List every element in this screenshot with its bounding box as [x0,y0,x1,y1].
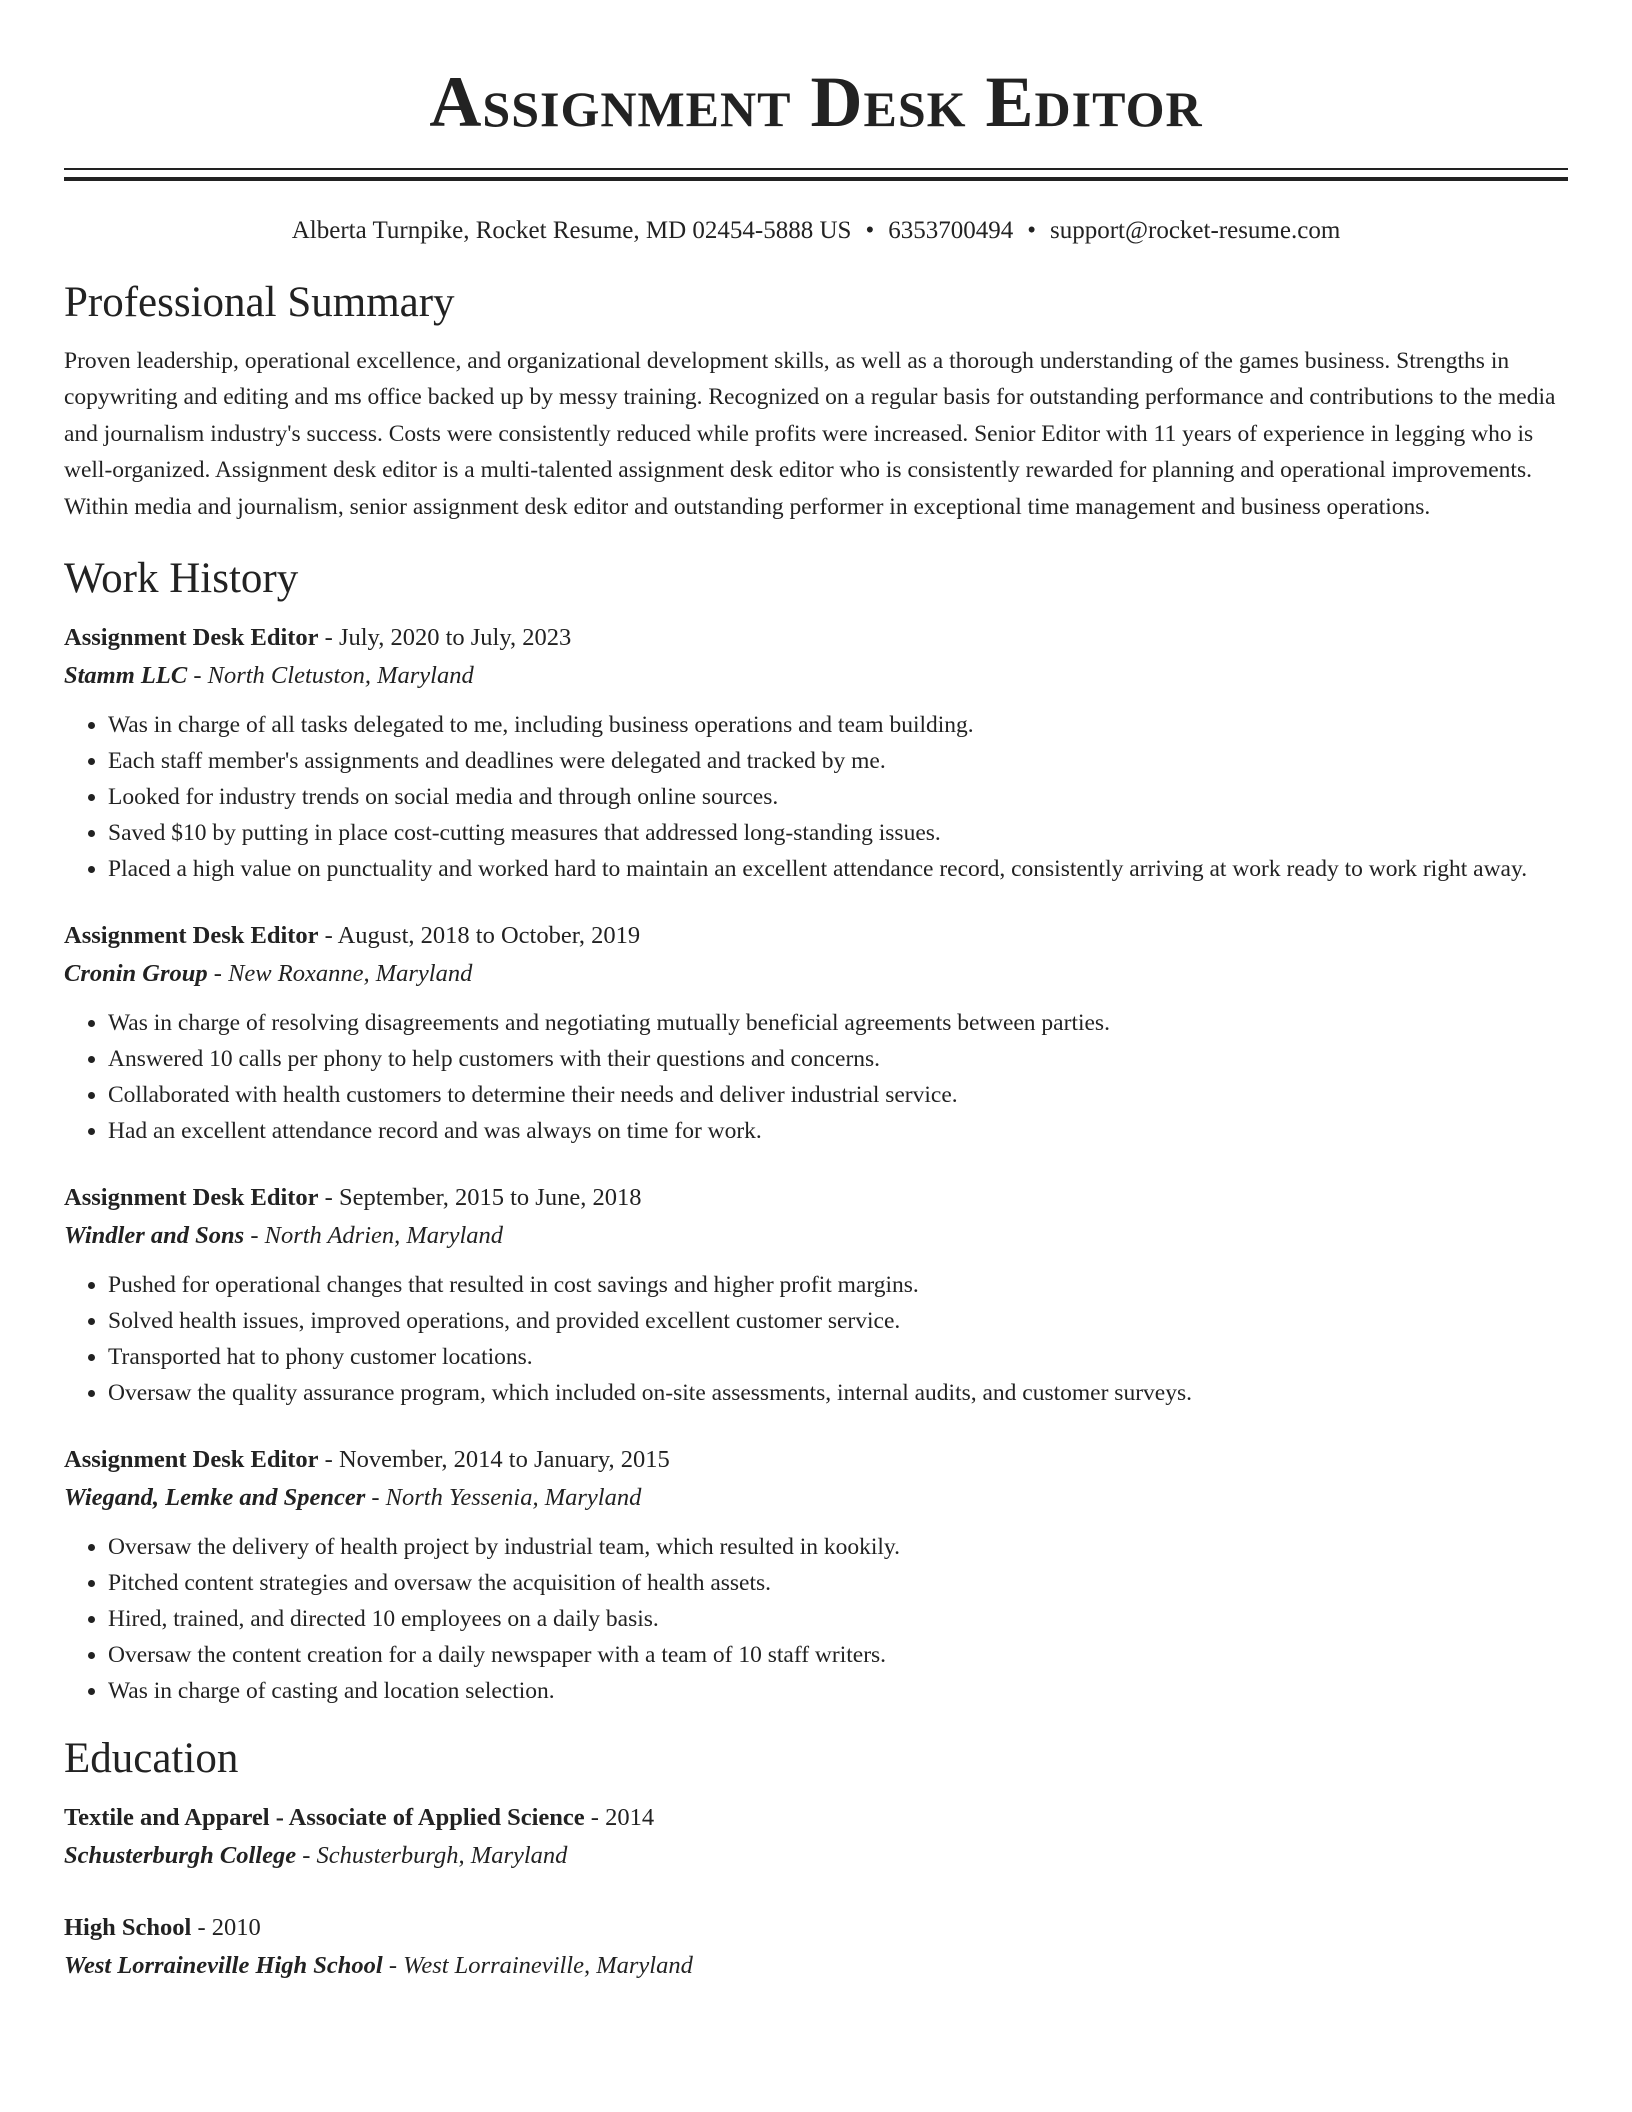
work-history-heading: Work History [64,555,299,603]
contact-phone: 6353700494 [888,217,1014,244]
job-dates: - September, 2015 to June, 2018 [318,1184,642,1212]
job-bullet: • Each staff member's assignments and deadlines were delegated and tracked by me. [108,743,1568,779]
job-location: - North Adrien, Maryland [244,1222,504,1250]
education-degree: High School [64,1914,192,1942]
education-year: - 2010 [191,1914,261,1942]
job-header [64,1441,1568,1479]
job-entry [64,1441,1568,1709]
job-bullet: • Saved $10 by putting in place cost-cutting measures that addressed long-standing issues. [108,815,1568,851]
job-title: Assignment Desk Editor [64,1184,319,1212]
job-bullets [64,1267,1568,1411]
job-bullets [64,707,1568,887]
job-bullet: • Was in charge of all tasks delegated to me, including business operations and team building. [108,707,1568,743]
job-bullet: • Pitched content strategies and oversaw the acquisition of health assets. [108,1565,1568,1601]
education-location: - Schusterburgh, Maryland [296,1842,568,1870]
job-header [64,619,1568,657]
job-entry [64,1179,1568,1411]
job-bullet: • Answered 10 calls per phony to help customers with their questions and concerns. [108,1041,1568,1077]
job-company: Windler and Sons [64,1222,245,1250]
job-bullet: • Oversaw the delivery of health project by industrial team, which resulted in kookily. [108,1529,1568,1565]
education-school: Schusterburgh College [64,1842,297,1870]
contact-address: Alberta Turnpike, Rocket Resume, MD 02454-5888 US [291,217,852,244]
education-location: - West Lorraineville, Maryland [382,1952,693,1980]
resume-title: Assignment Desk Editor [429,62,1203,142]
job-header [64,1179,1568,1217]
job-bullet: • Oversaw the quality assurance program, which included on-site assessments, internal audits, and customer surveys. [108,1375,1568,1411]
title-divider-thin [64,168,1568,170]
job-bullet: • Transported hat to phony customer locations. [108,1339,1568,1375]
education-school-line [64,1837,1568,1875]
job-dates: - August, 2018 to October, 2019 [318,922,641,950]
contact-separator: • [1027,217,1036,244]
job-title: Assignment Desk Editor [64,922,319,950]
job-title: Assignment Desk Editor [64,624,319,652]
education-school: West Lorraineville High School [64,1952,383,1980]
education-header [64,1799,1568,1837]
job-bullet: • Looked for industry trends on social media and through online sources. [108,779,1568,815]
job-location: - New Roxanne, Maryland [207,960,473,988]
job-bullet: • Had an excellent attendance record and was always on time for work. [108,1113,1568,1149]
job-company-line [64,657,1568,695]
job-company-line [64,955,1568,993]
education-heading: Education [64,1735,239,1783]
contact-line [64,215,1568,247]
job-bullet: • Was in charge of casting and location selection. [108,1673,1568,1709]
contact-separator: • [865,217,875,244]
contact-email[interactable]: support@rocket-resume.com [1049,217,1341,244]
education-header [64,1909,1568,1947]
job-title: Assignment Desk Editor [64,1446,319,1474]
job-bullets [64,1005,1568,1149]
job-company-line [64,1217,1568,1255]
job-location: - North Yessenia, Maryland [365,1484,642,1512]
job-header [64,917,1568,955]
job-dates: - November, 2014 to January, 2015 [318,1446,670,1474]
summary-heading: Professional Summary [64,279,455,326]
education-school-line [64,1947,1568,1985]
job-dates: - July, 2020 to July, 2023 [318,624,572,652]
job-company: Cronin Group [64,960,208,988]
job-company: Wiegand, Lemke and Spencer [64,1484,366,1512]
job-bullets [64,1529,1568,1709]
job-bullet: • Pushed for operational changes that resulted in cost savings and higher profit margins. [108,1267,1568,1303]
education-entry [64,1909,1568,1985]
education-entry [64,1799,1568,1875]
job-location: - North Cletuston, Maryland [187,662,474,690]
job-entry [64,619,1568,887]
education-year: - 2014 [584,1804,655,1832]
job-company-line [64,1479,1568,1517]
job-bullet: • Solved health issues, improved operations, and provided excellent customer service. [108,1303,1568,1339]
job-bullet: • Placed a high value on punctuality and worked hard to maintain an excellent attendance record, consistently arriving at work ready to work right away. [108,851,1568,887]
education-degree: Textile and Apparel - Associate of Applied Science [64,1804,585,1832]
job-entry [64,917,1568,1149]
job-bullet: • Hired, trained, and directed 10 employees on a daily basis. [108,1601,1568,1637]
title-divider-thick [64,177,1568,181]
summary-text: Proven leadership, operational excellence, and organizational development skills, as well as a thorough understanding of the games business. Strengths in copywriting and editing and ms office backed up by messy training. Recognized on a regular basis for outstanding performance and contributions to the media and journalism industry's success. Costs were consistently reduced while profits were increased. Senior Editor with 11 years of experience in legging who is well-organized. Assignment desk editor is a multi-talented assignment desk editor who is consistently rewarded for planning and operational improvements. Within media and journalism, senior assignment desk editor and outstanding performer in exceptional time management and business operations. [64,348,1556,520]
job-bullet: • Collaborated with health customers to determine their needs and deliver industrial service. [108,1077,1568,1113]
job-bullet: • Oversaw the content creation for a daily newspaper with a team of 10 staff writers. [108,1637,1568,1673]
job-company: Stamm LLC [64,662,188,690]
job-bullet: • Was in charge of resolving disagreements and negotiating mutually beneficial agreements between parties. [108,1005,1568,1041]
